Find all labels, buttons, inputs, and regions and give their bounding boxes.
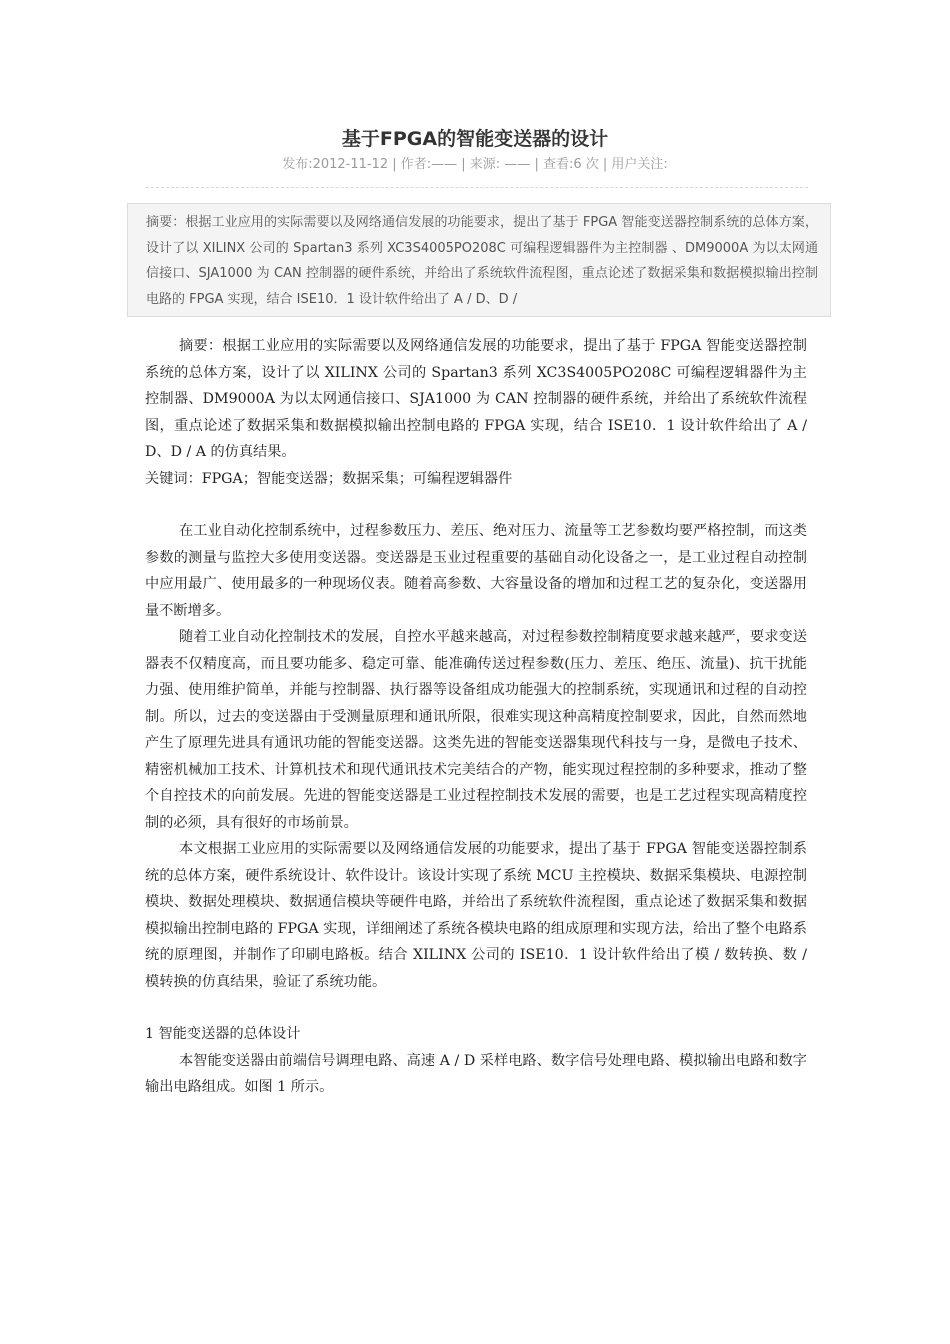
- spacer: [145, 492, 807, 518]
- divider: [146, 187, 808, 188]
- body-paragraph-4: 本智能变送器由前端信号调理电路、高速 A / D 采样电路、数字信号处理电路、模拟输出电路和数字输出电路组成。如图 1 所示。: [145, 1052, 807, 1095]
- abstract-paragraph: 摘要：根据工业应用的实际需要以及网络通信发展的功能要求，提出了基于 FPGA 智能变送器控制系统的总体方案，设计了以 XILINX 公司的 Spartan3 系列 XC3S4005PO208C 可编程逻辑器件为主控制器、DM9000A 为以太网通信接口、SJA1000 为 CAN 控制器的硬件系统，并给出了系统软件流程图，重点论述了数据采集和数据模拟输出控制电路的 FPGA 实现，结合 ISE10．1 设计软件给出了 A / D、D / A 的仿真结果。: [145, 338, 807, 460]
- body-paragraph-2: 随着工业自动化控制技术的发展，自控水平越来越高，对过程参数控制精度要求越来越严，要求变送器表不仅精度高，而且要功能多、稳定可靠、能准确传送过程参数(压力、差压、绝压、流量)、抗干扰能力强、使用维护简单，并能与控制器、执行器等设备组成功能强大的控制系统，实现通讯和过程的自动控制。所以，过去的变送器由于受测量原理和通讯所限，很难实现这种高精度控制要求，因此，自然而然地产生了原理先进具有通讯功能的智能变送器。这类先进的智能变送器集现代科技与一身，是微电子技术、精密机械加工技术、计算机技术和现代通讯技术完美结合的产物，能实现过程控制的多种要求，推动了整个自控技术的向前发展。先进的智能变送器是工业过程控制技术发展的需要，也是工艺过程实现高精度控制的必须，具有很好的市场前景。: [145, 629, 807, 831]
- article-title: 基于FPGA的智能变送器的设计: [341, 128, 609, 150]
- article-body: [145, 333, 807, 1101]
- body-paragraph-1: 在工业自动化控制系统中，过程参数压力、差压、绝对压力、流量等工艺参数均要严格控制，而这类参数的测量与监控大多使用变送器。变送器是玉业过程重要的基础自动化设备之一，是工业过程自动控制中应用最广、使用最多的一种现场仪表。随着高参数、大容量设备的增加和过程工艺的复杂化，变送器用量不断增多。: [145, 523, 807, 619]
- spacer: [145, 995, 807, 1021]
- summary-box: 摘要：根据工业应用的实际需要以及网络通信发展的功能要求，提出了基于 FPGA 智能变送器控制系统的总体方案，设计了以 XILINX 公司的 Spartan3 系列 XC3S4005PO208C 可编程逻辑器件为主控制器 、DM9000A 为以太网通信接口、SJA1000 为 CAN 控制器的硬件系统，并给出了系统软件流程图，重点论述了数据采集和数据模拟输出控制电路的 FPGA 实现，结合 ISE10．1 设计软件给出了 A / D、D /: [127, 203, 831, 317]
- section-heading: 1 智能变送器的总体设计: [145, 1026, 301, 1042]
- article-meta: 发布:2012-11-12 | 作者:—— | 来源: —— | 查看:6 次 | 用户关注:: [282, 157, 668, 172]
- keywords-line: 关键词：FPGA；智能变送器；数据采集；可编程逻辑器件: [145, 470, 513, 487]
- body-paragraph-3: 本文根据工业应用的实际需要以及网络通信发展的功能要求，提出了基于 FPGA 智能变送器控制系统的总体方案，硬件系统设计、软件设计。该设计实现了系统 MCU 主控模块、数据采集模块、电源控制模块、数据处理模块、数据通信模块等硬件电路，并给出了系统软件流程图，重点论述了数据采集和数据模拟输出控制电路的 FPGA 实现，详细阐述了系统各模块电路的组成原理和实现方法，给出了整个电路系统的原理图，并制作了印刷电路板。结合 XILINX 公司的 ISE10．1 设计软件给出了模 / 数转换、数 / 模转换的仿真结果，验证了系统功能。: [145, 841, 807, 990]
